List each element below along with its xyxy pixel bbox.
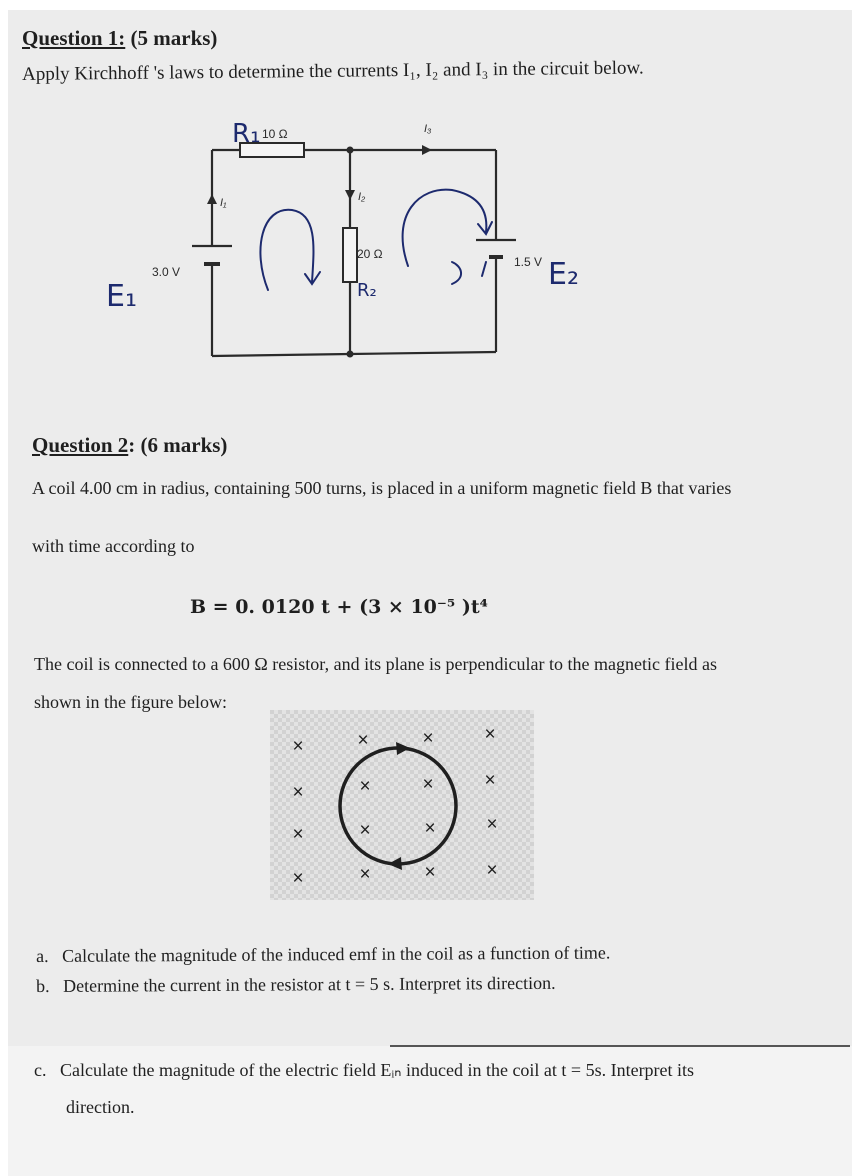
q2-heading-marks: (6 marks) xyxy=(140,433,228,457)
part-c-text: Calculate the magnitude of the electric field Eᵢₙ induced in the coil at t = 5s. Interpret its xyxy=(60,1060,695,1080)
field-x-mark: × xyxy=(424,818,436,839)
field-x-mark: × xyxy=(486,814,498,835)
field-x-mark: × xyxy=(424,862,436,883)
field-x-mark: × xyxy=(292,782,304,803)
e2-handwritten: E₂ xyxy=(548,257,579,292)
q1-text: Apply Kirchhoff 's laws to determine the currents I₁, I₂ and I₃ in the circuit below. xyxy=(22,57,644,85)
field-x-mark: × xyxy=(359,864,371,885)
i2-label: I₂ xyxy=(358,191,366,203)
q2-heading xyxy=(32,433,227,458)
loop1-arrow-icon xyxy=(260,210,320,290)
part-a-letter: a. xyxy=(36,945,49,966)
q1-heading-label: Question 1: xyxy=(22,26,126,50)
q2-text-line2: with time according to xyxy=(32,536,195,556)
i1-arrow xyxy=(207,194,217,204)
i3-label: I₃ xyxy=(424,123,432,135)
magnetic-field-figure xyxy=(270,710,534,900)
part-b xyxy=(36,973,556,997)
part-c-letter: c. xyxy=(34,1060,47,1080)
field-x-mark: × xyxy=(422,774,434,795)
i1-label: I₁ xyxy=(220,197,227,209)
r1-value-label: 10 Ω xyxy=(262,127,288,141)
e1-battery xyxy=(192,246,232,264)
e1-handwritten: E₁ xyxy=(106,279,137,314)
loop2-arrow-icon xyxy=(403,190,492,266)
e2-value-label: 1.5 V xyxy=(514,255,543,269)
q2-heading-label: Question 2 xyxy=(32,433,129,457)
field-x-mark: × xyxy=(359,820,371,841)
q2-text-line4: shown in the figure below: xyxy=(34,692,227,712)
sheet-edge-divider xyxy=(390,1045,850,1047)
field-x-mark: × xyxy=(359,776,371,797)
r2-resistor xyxy=(343,228,357,282)
q2-text-line3: The coil is connected to a 600 Ω resistor, and its plane is perpendicular to the magnetic field as xyxy=(34,654,717,674)
field-x-mark: × xyxy=(422,728,434,749)
i3-arrow xyxy=(422,145,432,155)
loop2-hook-icon xyxy=(452,262,461,284)
e2-battery xyxy=(476,240,516,257)
field-x-mark: × xyxy=(484,724,496,745)
q2-text-line1: A coil 4.00 cm in radius, containing 500 turns, is placed in a uniform magnetic field B that varies xyxy=(32,478,732,498)
circuit-diagram xyxy=(0,0,854,420)
part-c xyxy=(34,1060,694,1081)
part-b-text: Determine the current in the resistor at t = 5 s. Interpret its direction. xyxy=(62,972,556,996)
field-x-mark: × xyxy=(292,736,304,757)
r2-value-label: 20 Ω xyxy=(357,247,383,261)
part-c-line2: direction. xyxy=(66,1097,135,1117)
part-a-text: Calculate the magnitude of the induced emf in the coil as a function of time. xyxy=(61,942,611,966)
i2-arrow xyxy=(345,190,355,200)
field-x-mark: × xyxy=(292,824,304,845)
q1-heading-marks: (5 marks) xyxy=(130,26,218,50)
field-x-mark: × xyxy=(484,770,496,791)
part-a xyxy=(36,942,610,967)
junction-bottom xyxy=(347,351,354,358)
e1-value-label: 3.0 V xyxy=(152,265,181,279)
q2-heading-sep: : xyxy=(128,433,136,457)
part-b-letter: b. xyxy=(36,975,50,996)
r1-handwritten: R₁ xyxy=(232,119,261,149)
e2-polarity-mark xyxy=(482,262,486,276)
field-x-mark: × xyxy=(292,868,304,889)
junction-top xyxy=(347,147,354,154)
r2-handwritten: R₂ xyxy=(357,280,377,301)
field-x-mark: × xyxy=(486,860,498,881)
field-formula: B = 0. 0120 t + (3 × 10⁻⁵ )t⁴ xyxy=(190,596,488,618)
field-x-mark: × xyxy=(357,730,369,751)
